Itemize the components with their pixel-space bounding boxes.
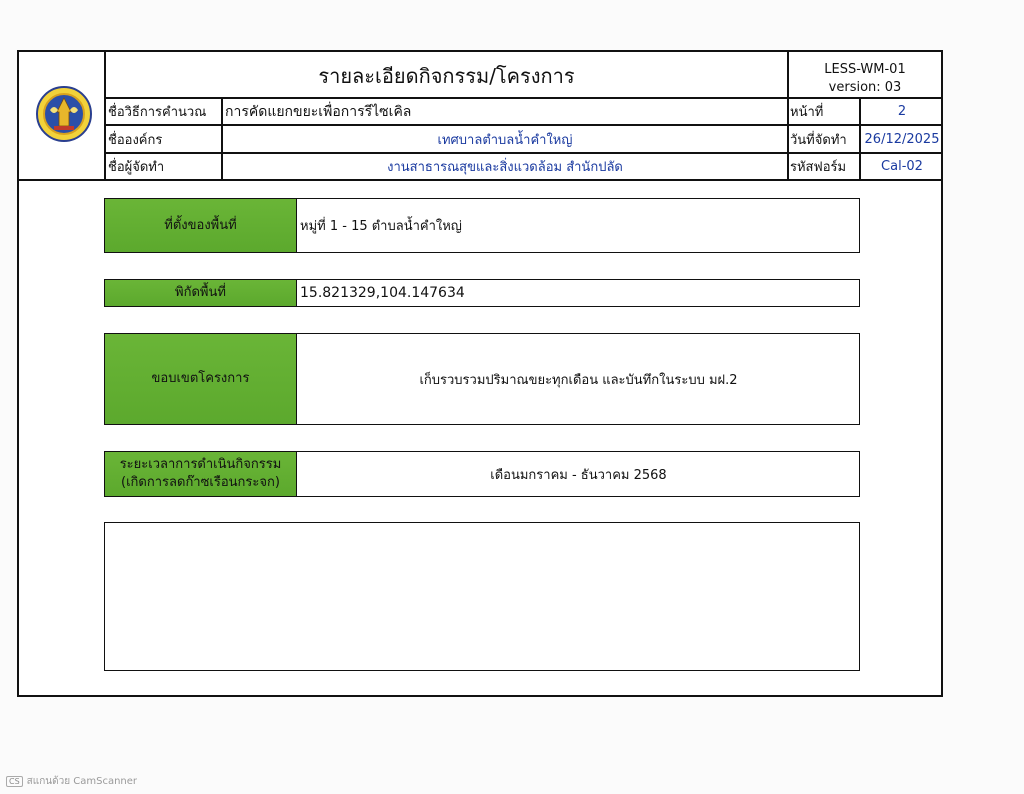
location-value: หมู่ที่ 1 - 15 ตำบลน้ำคำใหญ่: [300, 219, 462, 234]
period-value: เดือนมกราคม - ธันวาคม 2568: [490, 467, 667, 483]
camscanner-badge: CS: [6, 776, 23, 787]
organization-label: ชื่อองค์กร: [108, 132, 163, 148]
period-row: [104, 451, 860, 497]
date-label: วันที่จัดทำ: [790, 132, 847, 148]
scope-row: [104, 333, 860, 425]
period-label: [105, 452, 297, 496]
preparer-label: ชื่อผู้จัดทำ: [108, 160, 165, 175]
municipality-seal-logo: [36, 86, 92, 142]
organization-value: เทศบาลตำบลน้ำคำใหญ่: [437, 132, 573, 148]
coordinates-label: พิกัดพื้นที่: [105, 280, 297, 306]
page-title: รายละเอียดกิจกรรม/โครงการ: [318, 63, 575, 88]
method-label: ชื่อวิธีการคำนวณ: [108, 105, 207, 120]
form-version: version: 03: [828, 79, 902, 95]
form-id-value: Cal-02: [881, 159, 923, 174]
method-value: การคัดแยกขยะเพื่อการรีไซเคิล: [225, 103, 412, 120]
notes-box: [104, 522, 860, 671]
coordinates-value: 15.821329,104.147634: [300, 285, 465, 301]
page-label: หน้าที่: [790, 105, 824, 120]
period-label-line1: ระยะเวลาการดำเนินกิจกรรม: [119, 457, 282, 472]
camscanner-text: สแกนด้วย CamScanner: [26, 776, 138, 787]
location-row: [104, 198, 860, 253]
scanner-watermark: [6, 774, 137, 789]
form-id-label: รหัสฟอร์ม: [790, 160, 847, 175]
preparer-value: งานสาธารณสุขและสิ่งแวดล้อม สำนักปลัด: [387, 160, 623, 175]
location-label: ที่ตั้งของพื้นที่: [105, 199, 297, 252]
period-label-line2: (เกิดการลดก๊าซเรือนกระจก): [121, 475, 280, 490]
form-code: LESS-WM-01: [824, 61, 906, 77]
header-divider: [19, 179, 943, 181]
scope-value: เก็บรวบรวมปริมาณขยะทุกเดือน และบันทึกในระบบ มฝ.2: [419, 372, 738, 388]
page-number: 2: [897, 104, 907, 119]
scope-label: ขอบเขตโครงการ: [105, 334, 297, 424]
coordinates-row: [104, 279, 860, 307]
date-value: 26/12/2025: [864, 131, 940, 147]
